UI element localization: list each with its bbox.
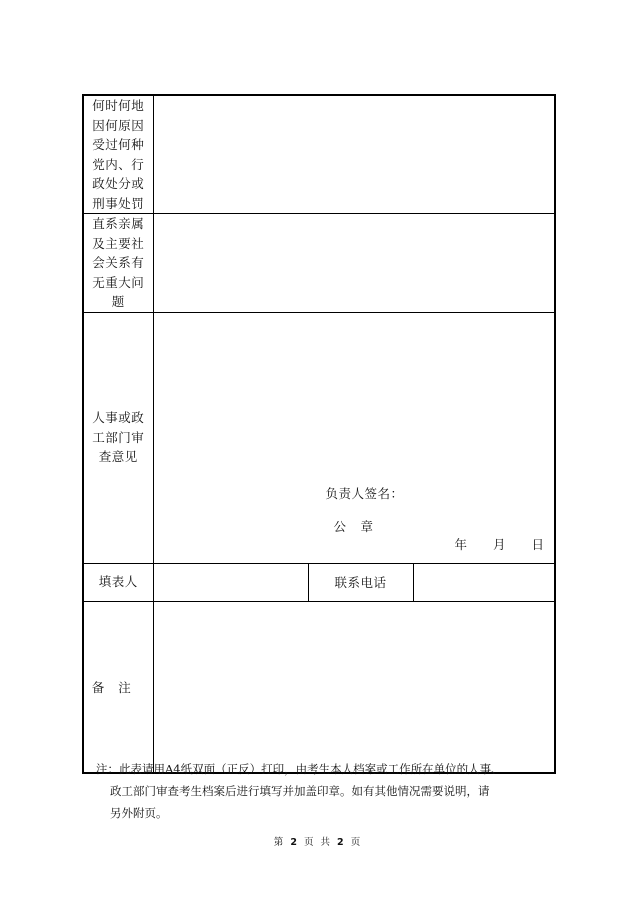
- footnote: [96, 758, 556, 824]
- page-mid: 页 共: [303, 837, 333, 848]
- date-day: 日: [531, 536, 544, 552]
- review-field[interactable]: [153, 312, 555, 563]
- review-row: [83, 312, 555, 563]
- total-pages: 2: [337, 837, 346, 848]
- page-prefix: 第: [273, 837, 286, 848]
- filler-label: 填表人: [83, 563, 153, 601]
- remarks-field[interactable]: [153, 601, 555, 773]
- punishment-field[interactable]: [153, 95, 555, 214]
- punishment-label-cell: [83, 95, 153, 214]
- footnote-line-1: 注：此表请用A4纸双面（正反）打印，由考生本人档案或工作所在单位的人事、: [96, 762, 503, 776]
- footnote-line-3: 另外附页。: [110, 806, 168, 820]
- seal-label: [334, 517, 374, 535]
- page-number: [0, 834, 636, 848]
- relations-label: 直系亲属及主要社会关系有无重大问题: [92, 216, 145, 309]
- punishment-label: 何时何地因何原因受过何种党内、行政处分或刑事处罚: [92, 98, 145, 211]
- date-month: 月: [492, 536, 506, 552]
- date-line: [454, 535, 544, 553]
- review-label: 人事或政工部门审查意见: [92, 410, 145, 465]
- punishment-row: [83, 95, 555, 214]
- contact-row: [83, 563, 555, 601]
- filler-field[interactable]: [153, 563, 308, 601]
- relations-field[interactable]: [153, 214, 555, 313]
- seal-char: 公: [333, 518, 347, 534]
- remarks-label: 备注: [83, 601, 153, 773]
- footnote-line-2: 政工部门审查考生档案后进行填写并加盖印章。如有其他情况需要说明，请: [110, 784, 490, 798]
- date-year: 年: [454, 536, 467, 552]
- phone-field[interactable]: [413, 563, 555, 601]
- phone-label: 联系电话: [308, 563, 413, 601]
- review-label-cell: [83, 312, 153, 563]
- remarks-row: [83, 601, 555, 773]
- relations-label-cell: [83, 214, 153, 313]
- signature-label: 负责人签名：: [325, 485, 404, 501]
- current-page: 2: [290, 837, 299, 848]
- page-suffix: 页: [350, 837, 363, 848]
- seal-char: 章: [360, 518, 374, 534]
- review-form-table: [82, 94, 556, 774]
- relations-row: [83, 214, 555, 313]
